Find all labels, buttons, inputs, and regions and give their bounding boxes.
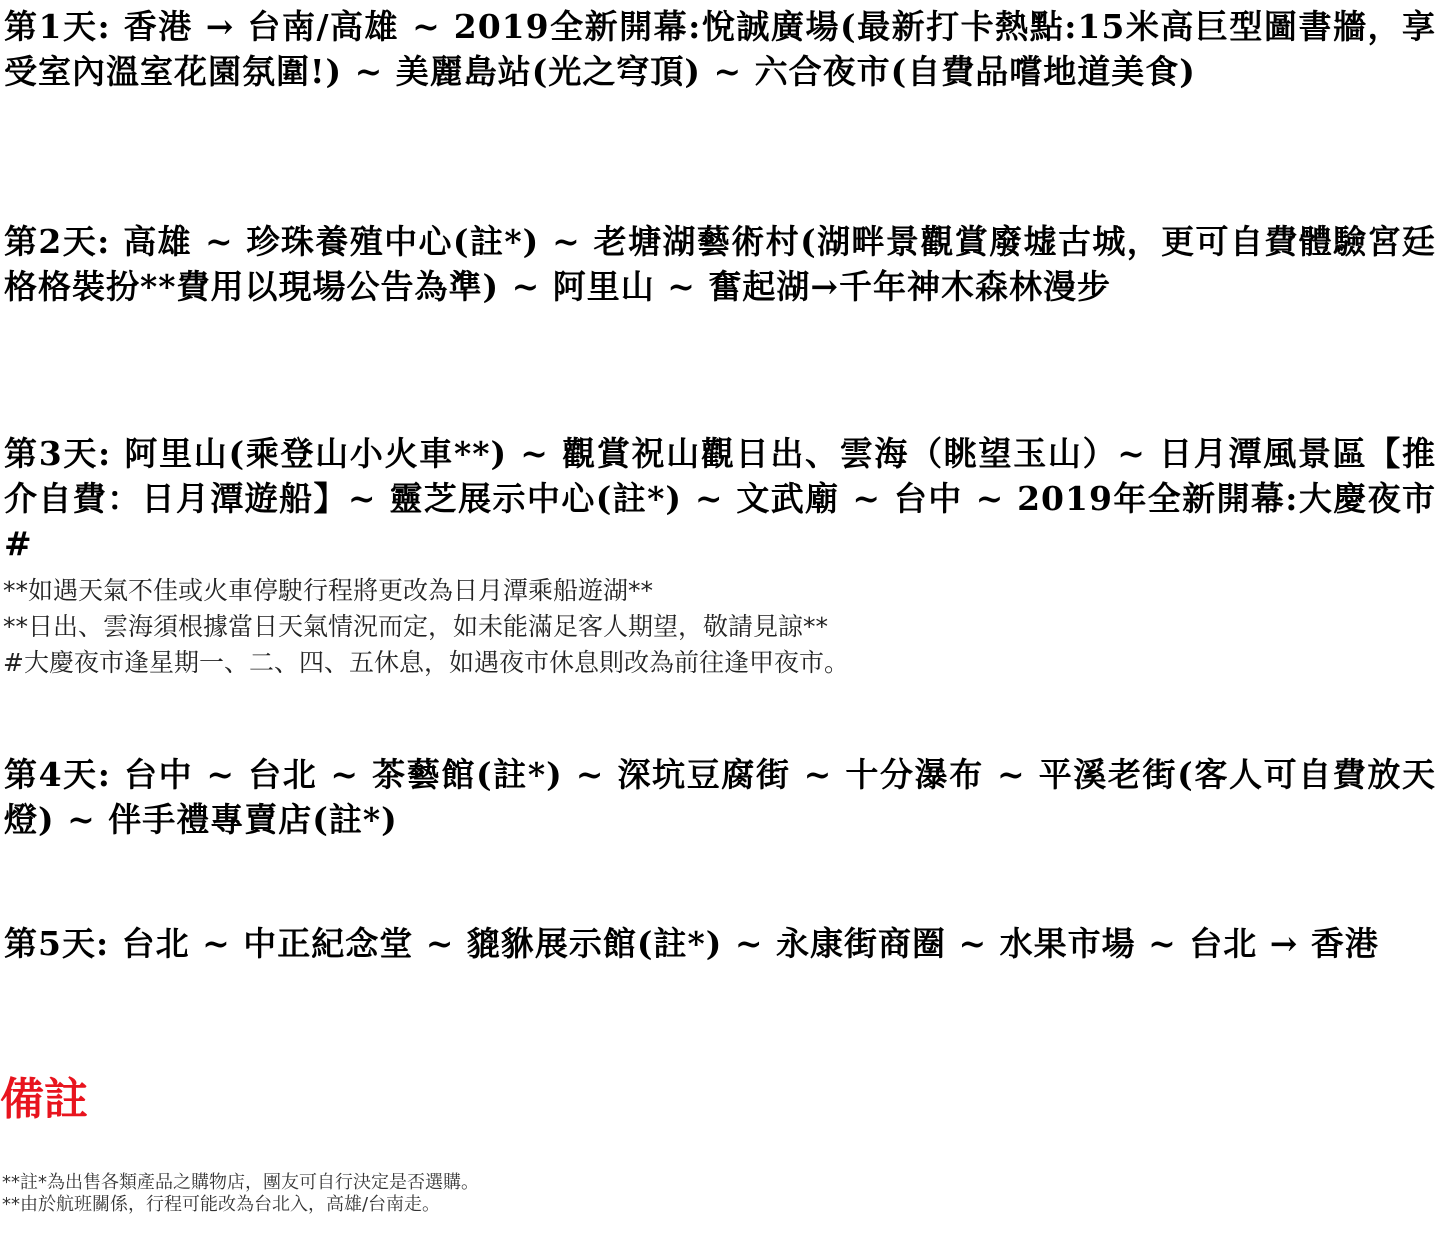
day-3-note: #大慶夜市逢星期一、二、四、五休息，如遇夜市休息則改為前往逢甲夜市。 <box>3 648 849 677</box>
remarks-heading: 備註 <box>0 1074 88 1125</box>
day-3-note: **日出、雲海須根據當日天氣情況而定，如未能滿足客人期望，敬請見諒** <box>3 612 829 641</box>
day-3-note: **如遇天氣不佳或火車停駛行程將更改為日月潭乘船遊湖** <box>3 576 654 605</box>
day-1-title: 第1天: 香港 → 台南/高雄 ~ 2019全新開幕:悅誠廣場(最新打卡熱點:15米高巨型圖書牆，享受室內溫室花園氛圍!) ~ 美麗島站(光之穹頂) ~ 六合夜市(自費品嚐地道美食) <box>4 7 1436 91</box>
remarks-list <box>2 1172 1002 1216</box>
day-5-title: 第5天: 台北 ~ 中正紀念堂 ~ 貔貅展示館(註*) ~ 永康街商圈 ~ 水果市場 ~ 台北 → 香港 <box>4 924 1379 963</box>
remarks-item: **註*為出售各類產品之購物店，團友可自行決定是否選購。 <box>2 1172 479 1193</box>
day-3-title: 第3天: 阿里山(乘登山小火車**) ~ 觀賞祝山觀日出、雲海（眺望玉山）~ 日月潭風景區【推介自費：日月潭遊船】~ 靈芝展示中心(註*) ~ 文武廟 ~ 台中 ~ 2019年全新開幕:大慶夜市# <box>4 434 1436 563</box>
day-3-notes <box>3 573 1433 681</box>
remarks-item: **由於航班關係，行程可能改為台北入，高雄/台南走。 <box>2 1194 441 1215</box>
day-4-title: 第4天: 台中 ~ 台北 ~ 茶藝館(註*) ~ 深坑豆腐街 ~ 十分瀑布 ~ 平溪老街(客人可自費放天燈) ~ 伴手禮專賣店(註*) <box>4 755 1436 839</box>
day-2-title: 第2天: 高雄 ~ 珍珠養殖中心(註*) ~ 老塘湖藝術村(湖畔景觀賞廢墟古城，更可自費體驗宮廷格格裝扮**費用以現場公告為準) ~ 阿里山 ~ 奮起湖→千年神木森林漫步 <box>4 222 1436 306</box>
